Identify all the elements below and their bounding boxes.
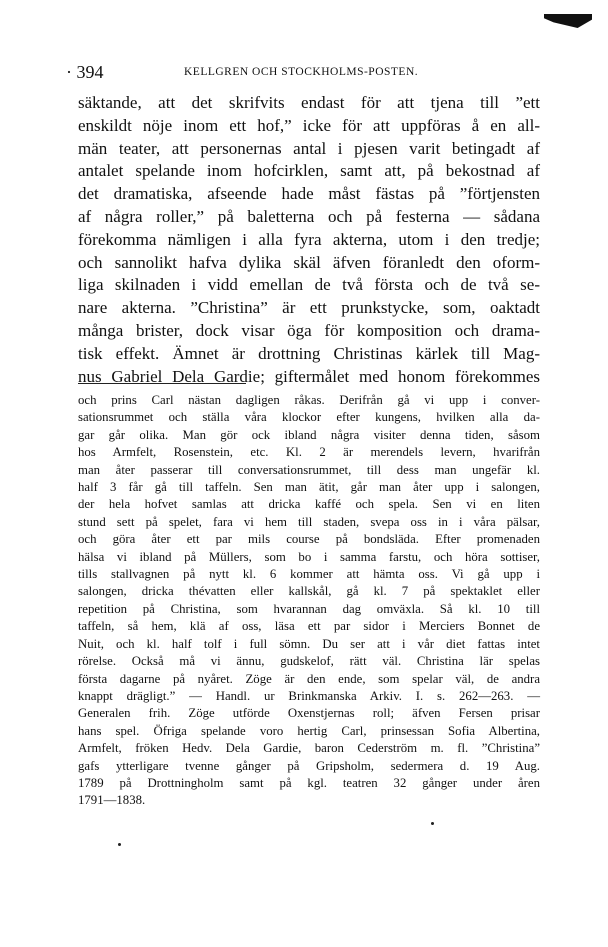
text-line: liga skilnaden i vidd emellan de två första och de två se- — [78, 275, 540, 295]
footnote-line: 1789 på Drottningholm samt på kgl. teatren 32 gånger under åren — [78, 775, 540, 790]
text-line: det dramatiska, afseende hade måst fästas på ”förtjensten — [78, 184, 540, 204]
footnote-line: knappt drägligt.” — Handl. ur Brinkmanska Arkiv. I. s. 262—263. — — [78, 688, 540, 703]
page-header — [66, 62, 540, 82]
corner-ink-mark — [544, 14, 592, 28]
text-line: många brister, dock visar öga för komposition och drama- — [78, 320, 540, 340]
footnote-line: hälsa vi ibland på Müllers, som bo i samma farstu, och höra sottiser, — [78, 549, 540, 564]
footnote-line: Nuit, och kl. half tolf i full sömn. Du ser att i vår diet fattas intet — [78, 636, 540, 651]
footnote-line: gafs ytterligare tvenne gånger på Gripsholm, sedermera d. 19 Aug. — [78, 758, 540, 773]
text-line: tisk effekt. Ämnet är drottning Christinas kärlek till Mag- — [78, 343, 540, 363]
text-line: enskildt nöje inom ett hof,” icke för att uppföras å en all- — [78, 115, 540, 135]
page-number: · 394 — [66, 62, 104, 82]
footnote-line: Armfelt, fröken Hedv. Dela Gardie, baron Cederström m. fl. ”Christina” — [78, 741, 540, 756]
main-text-block — [78, 92, 540, 388]
text-line: förekomma nämligen i alla fyra akterna, utom i den tredje; — [78, 229, 540, 249]
footnote-line: salongen, dricka thévatten eller kallskål, gå kl. 7 på spektaklet eller — [78, 584, 540, 599]
footnote-line: der hela hofvet samlas att dricka kaffé och spela. Sen vi en liten — [78, 497, 540, 512]
text-line: antalet spelande inom hofcirklen, samt att, på bekostnad af — [78, 161, 540, 181]
footnote-divider — [78, 383, 246, 384]
footnote-line: och göra åter ett par mils course på bondsläda. Efter promenaden — [78, 532, 540, 547]
print-speck — [431, 822, 434, 825]
footnote-line: stund sett på spelet, fara vi hem till staden, svepa oss in i våra pälsar, — [78, 514, 540, 529]
footnote-line: hos Armfelt, Rosenstein, etc. Kl. 2 är merendels levern, hvarifrån — [78, 445, 540, 460]
footnote-line: taffeln, så hem, klä af oss, läsa ett par sidor i Merciers Bonnet de — [78, 619, 540, 634]
text-line: nare akterna. ”Christina” är ett prunkstycke, som, oaktadt — [78, 298, 540, 318]
text-line: och sannolikt hafva dylika skäl äfven föranledt den oform- — [78, 252, 540, 272]
footnote-line: man åter passerar till conversationsrummet, till dess man ungefär kl. — [78, 462, 540, 477]
text-line: nus Gabriel Dela Gardie; giftermålet med honom förekommes — [78, 366, 540, 386]
footnote-line: rörelse. Också må vi ännu, gudskelof, rätt väl. Christina lär spelas — [78, 654, 540, 669]
print-speck — [118, 843, 121, 846]
footnote-line: repetition på Christina, som hvarannan dag omväxla. Så kl. 10 till — [78, 601, 540, 616]
text-line: af några roller,” på baletterna och på festerna — sådana — [78, 206, 540, 226]
running-title: KELLGREN OCH STOCKHOLMS-POSTEN. — [184, 66, 419, 78]
footnote-block — [78, 392, 540, 810]
footnote-line: Generalen frih. Zöge utförde Oxenstjernas roll; äfven Fersen prisar — [78, 706, 540, 721]
footnote-line: gar går olika. Man gör ock ibland några visiter denna tiden, såsom — [78, 427, 540, 442]
footnote-line: och prins Carl nästan dagligen råkas. Derifrån gå vi upp i conver- — [78, 393, 540, 407]
text-line: män teater, att personernas antal i pjesen varit betingadt af — [78, 138, 540, 158]
footnote-line: första dagarne på nyåret. Zöge är den ende, som spelar väl, de andra — [78, 671, 540, 686]
footnote-line: hans spel. Öfriga spelande voro hertig Carl, prinsessan Sofia Albertina, — [78, 723, 540, 738]
footnote-line: half 3 får gå till taffeln. Sen man ätit, går man åter upp i salongen, — [78, 480, 540, 495]
text-line: säktande, att det skrifvits endast för att tjena till ”ett — [78, 93, 540, 112]
footnote-line: 1791—1838. — [78, 793, 146, 808]
footnote-line: sationsrummet och ställa våra klockor efter kungens, hvilken alla da- — [78, 410, 540, 425]
footnote-line: tills stallvagnen på nytt kl. 6 kommer att hämta oss. Vi gå upp i — [78, 567, 540, 582]
